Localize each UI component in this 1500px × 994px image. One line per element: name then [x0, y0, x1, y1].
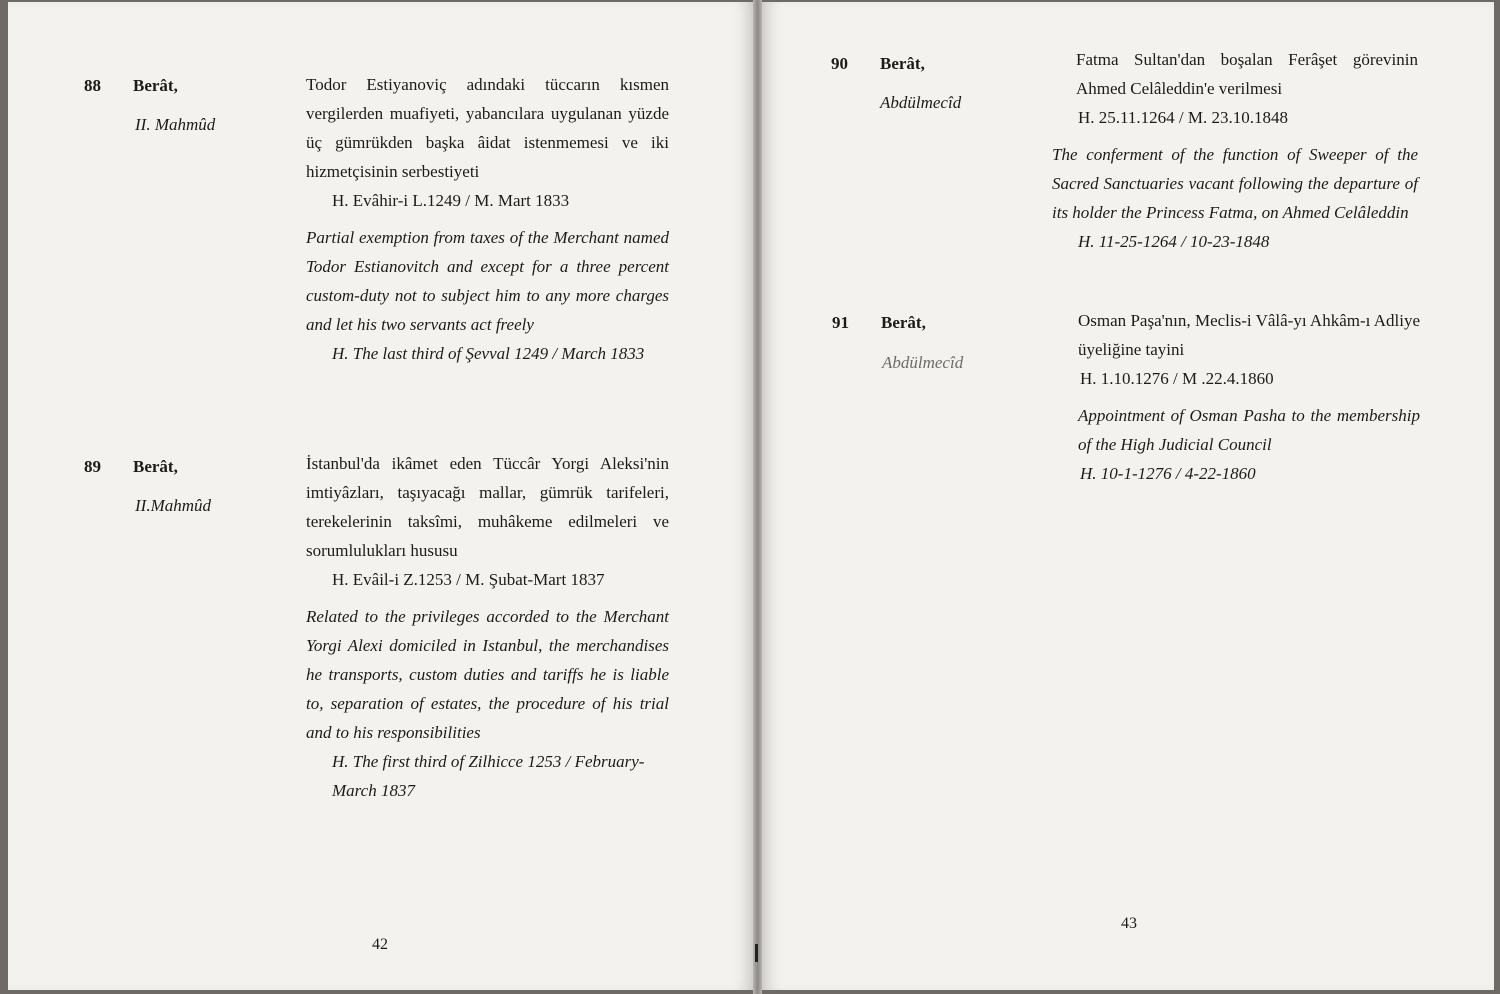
document-type: Berât,	[133, 76, 178, 95]
english-summary: Appointment of Osman Pasha to the membership of the High Judicial Council	[1078, 406, 1420, 454]
english-summary: Related to the privileges accorded to the Merchant Yorgi Alexi domiciled in Istanbul, the merchandises he transports, custom duties and tariffs he is liable to, separation of estates, the procedure of his trial and to his responsibilities	[306, 607, 669, 742]
english-summary: Partial exemption from taxes of the Merchant named Todor Estianovitch and except for a three percent custom-duty not to subject him to any more charges and let his two servants act freely	[306, 228, 669, 334]
entry-number: 88	[84, 76, 101, 95]
turkish-summary: Osman Paşa'nın, Meclis-i Vâlâ-yı Ahkâm-ı Adliye üyeliğine tayini	[1078, 311, 1420, 359]
book-gutter	[753, 0, 762, 994]
english-date: H. 11-25-1264 / 10-23-1848	[1078, 232, 1270, 251]
entry-number: 90	[831, 54, 848, 73]
turkish-date: H. Evâil-i Z.1253 / M. Şubat-Mart 1837	[332, 570, 605, 589]
turkish-date: H. 1.10.1276 / M .22.4.1860	[1080, 369, 1274, 388]
document-type: Berât,	[880, 54, 925, 73]
english-date: H. The last third of Şevval 1249 / March 1833	[332, 344, 645, 363]
english-date: H. 10-1-1276 / 4-22-1860	[1080, 464, 1256, 483]
ruler-name: II.Mahmûd	[135, 496, 212, 515]
english-date: H. The first third of Zilhicce 1253 / February-March 1837	[332, 752, 645, 800]
english-summary: The conferment of the function of Sweeper of the Sacred Sanctuaries vacant following the departure of its holder the Princess Fatma, on Ahmed Celâleddin	[1052, 145, 1418, 222]
entry-number: 91	[832, 313, 849, 332]
turkish-date: H. Evâhir-i L.1249 / M. Mart 1833	[332, 191, 570, 210]
turkish-summary: İstanbul'da ikâmet eden Tüccâr Yorgi Aleksi'nin imtiyâzları, taşıyacağı mallar, gümrük tarifeleri, terekelerinin taksîmi, muhâkeme edilmeleri ve sorumlulukları hususu	[306, 454, 669, 560]
turkish-summary: Todor Estiyanoviç adındaki tüccarın kısmen vergilerden muafiyeti, yabancılara uygulanan yüzde üç gümrükden başka âidat istenmemesi ve iki hizmetçisinin serbestiyeti	[306, 75, 669, 181]
ruler-name: II. Mahmûd	[135, 115, 216, 134]
left-page	[8, 2, 753, 990]
gutter-mark	[755, 944, 758, 962]
right-page	[762, 2, 1494, 990]
ruler-name: Abdülmecîd	[882, 353, 964, 372]
page-number: 43	[1121, 915, 1137, 932]
document-type: Berât,	[881, 313, 926, 332]
ruler-name: Abdülmecîd	[880, 93, 962, 112]
document-type: Berât,	[133, 457, 178, 476]
turkish-summary: Fatma Sultan'dan boşalan Ferâşet görevinin Ahmed Celâleddin'e verilmesi	[1076, 50, 1418, 98]
entry-number: 89	[84, 457, 101, 476]
turkish-date: H. 25.11.1264 / M. 23.10.1848	[1078, 108, 1288, 127]
page-number: 42	[372, 936, 388, 953]
